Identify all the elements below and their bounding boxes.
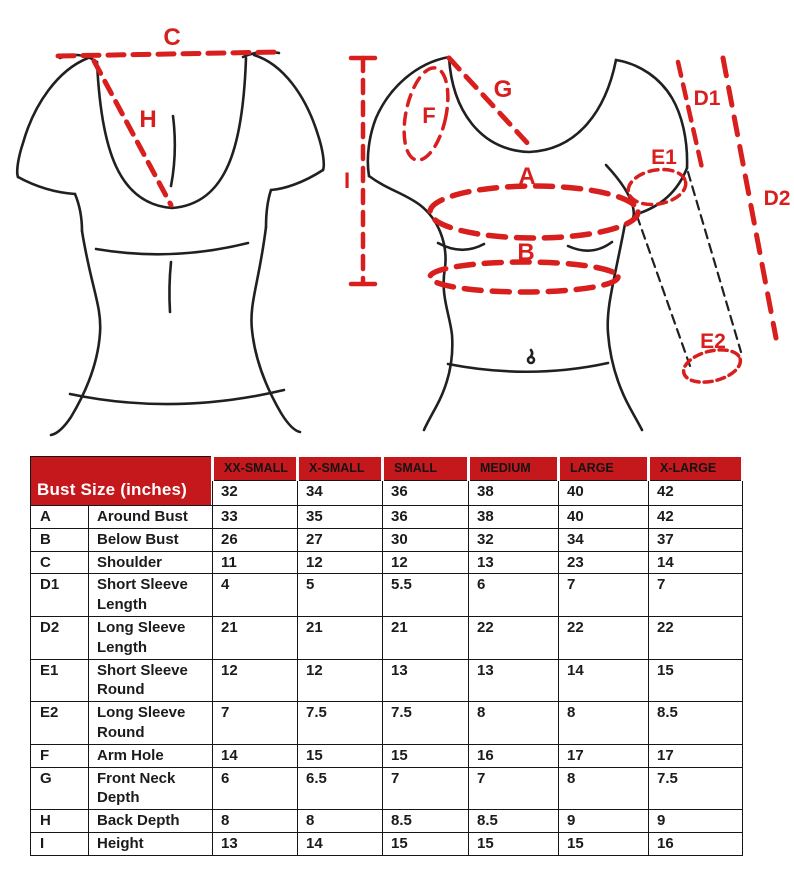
size-value: 13 — [469, 551, 559, 574]
row-label: Short Sleeve Round — [89, 659, 213, 702]
row-label: Back Depth — [89, 810, 213, 833]
size-value: 16 — [649, 832, 743, 855]
size-value: 30 — [383, 528, 469, 551]
measure-ellipse-b — [430, 262, 618, 292]
size-value: 8 — [213, 810, 298, 833]
bust-size-value: 42 — [649, 481, 743, 506]
size-value: 15 — [649, 659, 743, 702]
size-value: 8.5 — [469, 810, 559, 833]
size-value: 9 — [559, 810, 649, 833]
row-label: Around Bust — [89, 506, 213, 529]
size-value: 7 — [469, 767, 559, 810]
size-value: 12 — [298, 551, 383, 574]
measure-label-e1: E1 — [651, 146, 677, 169]
table-row — [31, 659, 743, 702]
back-figure-outline — [17, 52, 324, 435]
front-view-figure — [344, 57, 790, 430]
table-row — [31, 528, 743, 551]
table-row — [31, 810, 743, 833]
table-row — [31, 767, 743, 810]
table-row — [31, 702, 743, 745]
size-value: 21 — [383, 616, 469, 659]
table-row — [31, 616, 743, 659]
row-code: B — [31, 528, 89, 551]
size-value: 6 — [469, 574, 559, 617]
bust-size-value: 34 — [298, 481, 383, 506]
size-value: 26 — [213, 528, 298, 551]
row-code: E2 — [31, 702, 89, 745]
measure-label-i: I — [343, 168, 351, 193]
measure-label-b: B — [517, 239, 535, 266]
size-value: 14 — [559, 659, 649, 702]
size-header-x-small: X-SMALL — [298, 456, 383, 481]
size-value: 15 — [383, 744, 469, 767]
size-value: 7 — [559, 574, 649, 617]
table-row — [31, 574, 743, 617]
navel — [528, 357, 534, 363]
size-header-x-large: X-LARGE — [649, 456, 743, 481]
size-value: 14 — [298, 832, 383, 855]
size-value: 7 — [383, 767, 469, 810]
measure-ellipse-a — [430, 186, 638, 238]
measure-label-e2: E2 — [700, 330, 726, 353]
size-value: 7.5 — [649, 767, 743, 810]
measure-line-d1 — [678, 62, 702, 168]
row-code: I — [31, 832, 89, 855]
measure-label-c: C — [163, 24, 181, 51]
back-measurement-lines — [58, 52, 280, 205]
size-value: 35 — [298, 506, 383, 529]
row-label: Long Sleeve Round — [89, 702, 213, 745]
size-value: 13 — [213, 832, 298, 855]
measure-label-h: H — [139, 106, 157, 133]
size-value: 8.5 — [383, 810, 469, 833]
size-value: 36 — [383, 506, 469, 529]
size-value: 42 — [649, 506, 743, 529]
size-value: 8 — [469, 702, 559, 745]
size-value: 8 — [298, 810, 383, 833]
size-value: 17 — [559, 744, 649, 767]
measure-label-a: A — [518, 163, 536, 190]
row-label: Height — [89, 832, 213, 855]
size-value: 9 — [649, 810, 743, 833]
size-header-small: SMALL — [383, 456, 469, 481]
size-value: 40 — [559, 506, 649, 529]
size-value: 22 — [649, 616, 743, 659]
size-value: 8 — [559, 702, 649, 745]
row-label: Shoulder — [89, 551, 213, 574]
measure-ellipse-e1 — [625, 165, 688, 209]
measure-label-g: G — [493, 76, 513, 103]
table-row — [31, 506, 743, 529]
size-value: 5 — [298, 574, 383, 617]
measure-label-d1: D1 — [693, 87, 721, 110]
size-value: 7.5 — [298, 702, 383, 745]
bust-size-header-cell: Bust Size (inches) — [31, 456, 213, 506]
size-value: 14 — [213, 744, 298, 767]
size-value: 32 — [469, 528, 559, 551]
measure-line-g — [449, 58, 531, 147]
size-value: 11 — [213, 551, 298, 574]
size-value: 17 — [649, 744, 743, 767]
row-label: Below Bust — [89, 528, 213, 551]
size-value: 8 — [559, 767, 649, 810]
size-value: 12 — [383, 551, 469, 574]
size-value: 14 — [649, 551, 743, 574]
size-value: 7.5 — [383, 702, 469, 745]
size-value: 21 — [298, 616, 383, 659]
size-value: 12 — [213, 659, 298, 702]
size-value: 22 — [469, 616, 559, 659]
size-value: 16 — [469, 744, 559, 767]
size-value: 13 — [469, 659, 559, 702]
table-row — [31, 551, 743, 574]
row-code: D2 — [31, 616, 89, 659]
size-value: 21 — [213, 616, 298, 659]
table-row — [31, 832, 743, 855]
size-value: 12 — [298, 659, 383, 702]
size-value: 37 — [649, 528, 743, 551]
row-label: Front Neck Depth — [89, 767, 213, 810]
measure-label-f: F — [422, 103, 436, 128]
size-value: 34 — [559, 528, 649, 551]
row-code: E1 — [31, 659, 89, 702]
size-value: 7 — [213, 702, 298, 745]
size-value: 6.5 — [298, 767, 383, 810]
row-label: Arm Hole — [89, 744, 213, 767]
size-value: 22 — [559, 616, 649, 659]
row-code: F — [31, 744, 89, 767]
row-code: H — [31, 810, 89, 833]
row-label: Long Sleeve Length — [89, 616, 213, 659]
size-value: 15 — [469, 832, 559, 855]
size-value: 7 — [649, 574, 743, 617]
size-header-medium: MEDIUM — [469, 456, 559, 481]
size-value: 8.5 — [649, 702, 743, 745]
size-value: 27 — [298, 528, 383, 551]
size-value: 38 — [469, 506, 559, 529]
bust-size-value: 40 — [559, 481, 649, 506]
size-value: 6 — [213, 767, 298, 810]
table-row — [31, 744, 743, 767]
size-header-xx-small: XX-SMALL — [213, 456, 298, 481]
size-value: 15 — [298, 744, 383, 767]
row-code: G — [31, 767, 89, 810]
row-label: Short Sleeve Length — [89, 574, 213, 617]
size-value: 4 — [213, 574, 298, 617]
bust-size-value: 36 — [383, 481, 469, 506]
size-value: 33 — [213, 506, 298, 529]
size-header-large: LARGE — [559, 456, 649, 481]
row-code: A — [31, 506, 89, 529]
size-value: 15 — [559, 832, 649, 855]
row-code: D1 — [31, 574, 89, 617]
size-value: 13 — [383, 659, 469, 702]
size-value: 5.5 — [383, 574, 469, 617]
size-chart-table — [30, 455, 744, 856]
size-value: 15 — [383, 832, 469, 855]
size-value: 23 — [559, 551, 649, 574]
bust-size-value: 32 — [213, 481, 298, 506]
row-code: C — [31, 551, 89, 574]
measure-label-d2: D2 — [763, 187, 791, 210]
back-view-figure — [17, 24, 324, 435]
bust-size-value: 38 — [469, 481, 559, 506]
size-header-row — [31, 456, 743, 481]
